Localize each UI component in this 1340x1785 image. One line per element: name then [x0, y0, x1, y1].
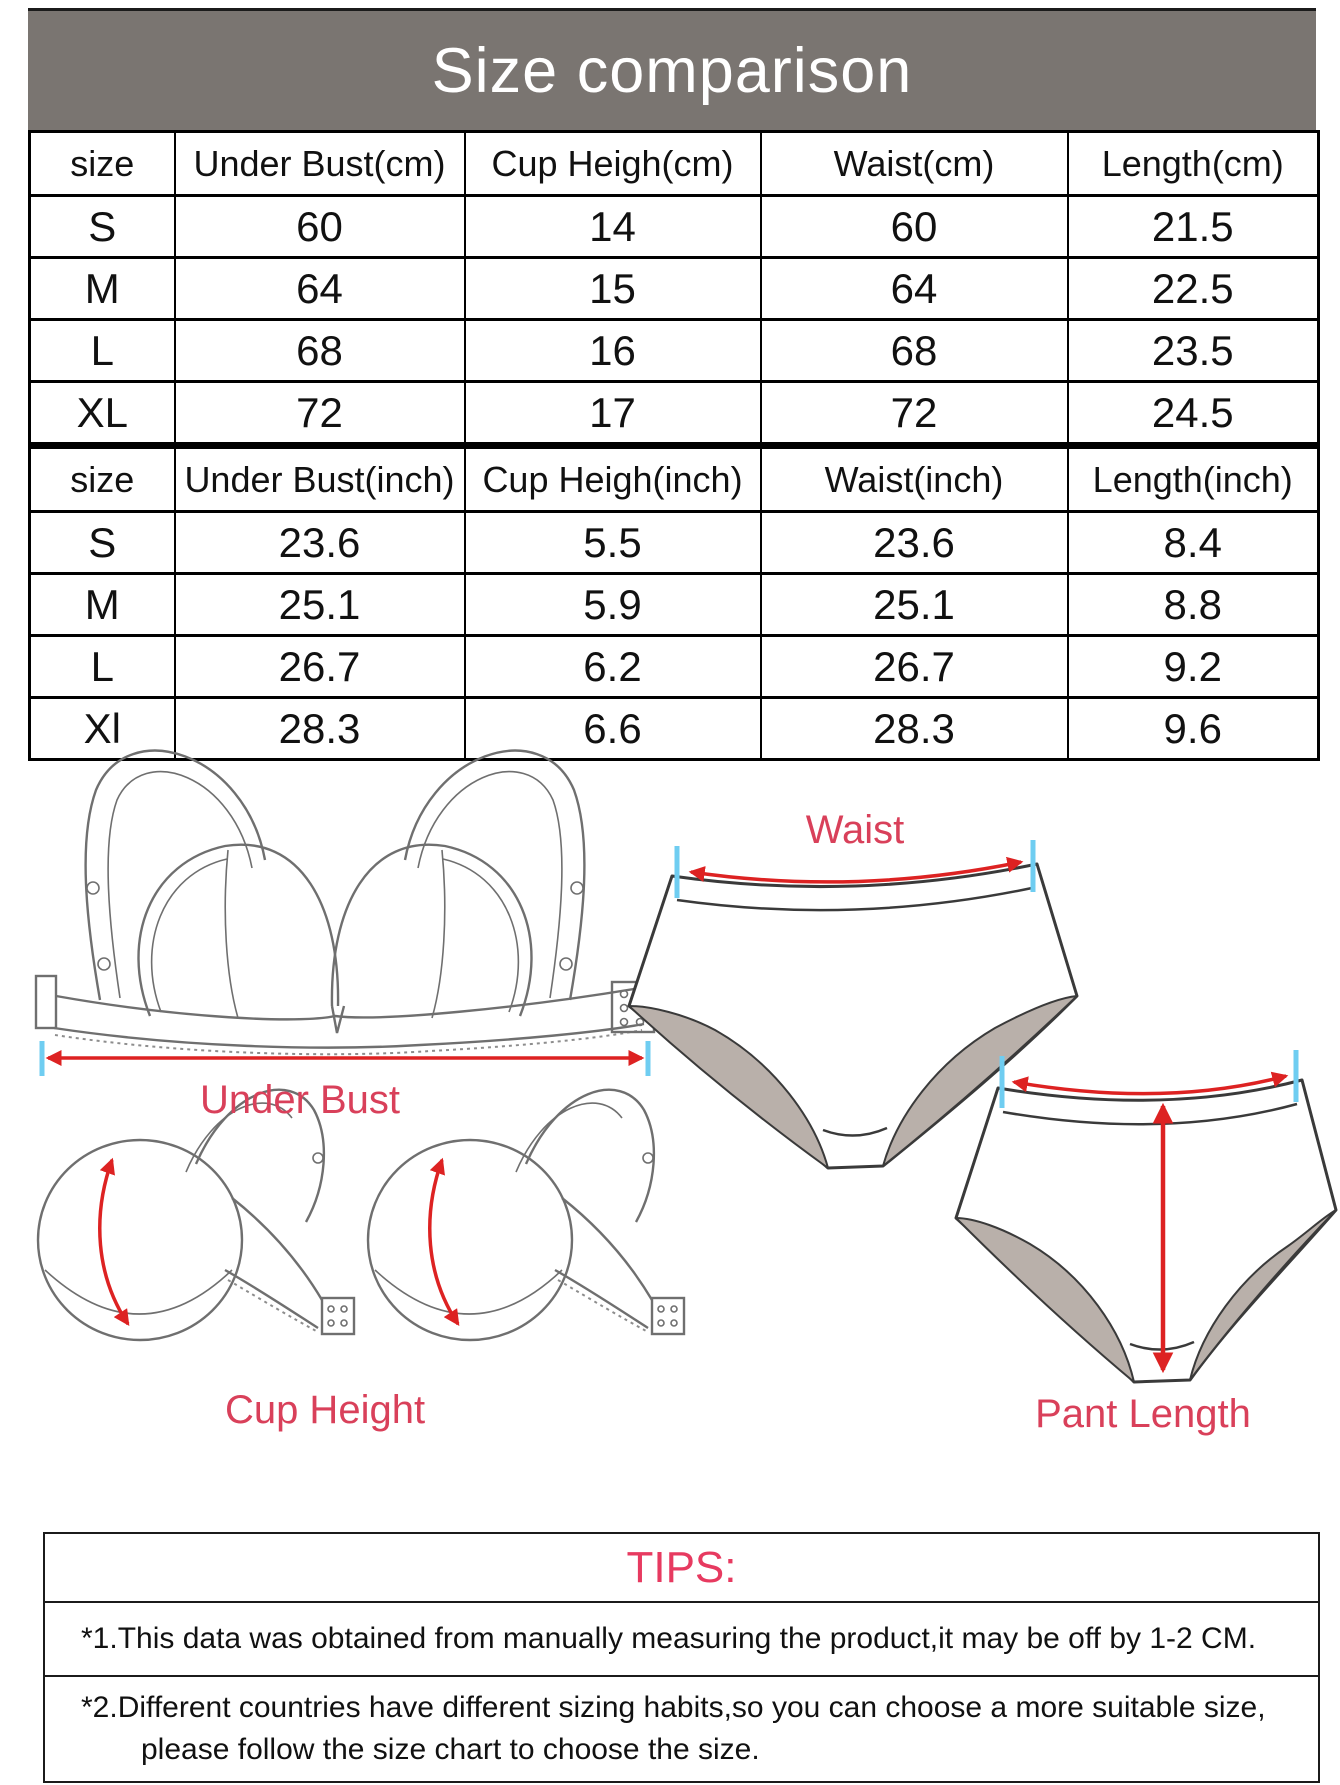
- bra-side-sketch-left: [38, 1090, 354, 1340]
- under-bust-arrow: [42, 1041, 648, 1076]
- size-cell: S: [30, 512, 175, 574]
- value-cell: 9.6: [1068, 698, 1319, 760]
- value-cell: 72: [175, 382, 465, 446]
- page-title: [28, 11, 1316, 130]
- col-header: Waist(inch): [761, 446, 1068, 512]
- size-cell: S: [30, 196, 175, 258]
- table-header-inch: [30, 446, 1319, 512]
- value-cell: 17: [465, 382, 761, 446]
- pant-length-label: Pant Length: [1035, 1392, 1251, 1436]
- value-cell: 24.5: [1068, 382, 1319, 446]
- cup-height-label: Cup Height: [224, 1388, 426, 1432]
- col-header: size: [30, 446, 175, 512]
- tips-item-2-line-2: please follow the size chart to choose the size.: [141, 1733, 760, 1766]
- size-table: [28, 130, 1320, 761]
- value-cell: 6.6: [465, 698, 761, 760]
- size-cell: XL: [30, 382, 175, 446]
- tips-item-2: [45, 1675, 1318, 1781]
- bra-front-sketch: [36, 751, 654, 1055]
- value-cell: 5.5: [465, 512, 761, 574]
- table-header-cm: [30, 132, 1319, 196]
- tips-item-2-line-1: *2.Different countries have different sizing habits,so you can choose a more suitable size,: [81, 1691, 1266, 1724]
- table-row: [30, 258, 1319, 320]
- tips-title: TIPS:: [626, 1542, 737, 1592]
- value-cell: 5.9: [465, 574, 761, 636]
- value-cell: 6.2: [465, 636, 761, 698]
- value-cell: 25.1: [175, 574, 465, 636]
- under-bust-label: Under Bust: [199, 1078, 401, 1122]
- size-cell: M: [30, 574, 175, 636]
- value-cell: 15: [465, 258, 761, 320]
- table-row: [30, 382, 1319, 446]
- value-cell: 28.3: [175, 698, 465, 760]
- size-cell: L: [30, 320, 175, 382]
- pant-waist-arrow: [1002, 1050, 1296, 1108]
- value-cell: 16: [465, 320, 761, 382]
- col-header: Cup Heigh(cm): [465, 132, 761, 196]
- table-row: [30, 512, 1319, 574]
- value-cell: 23.6: [175, 512, 465, 574]
- table-row: [30, 636, 1319, 698]
- value-cell: 8.4: [1068, 512, 1319, 574]
- size-cell: M: [30, 258, 175, 320]
- value-cell: 64: [761, 258, 1068, 320]
- value-cell: 64: [175, 258, 465, 320]
- waist-label: Waist: [805, 808, 905, 852]
- col-header: Length(cm): [1068, 132, 1319, 196]
- value-cell: 21.5: [1068, 196, 1319, 258]
- value-cell: 9.2: [1068, 636, 1319, 698]
- panty-length-sketch: [956, 1080, 1336, 1382]
- value-cell: 14: [465, 196, 761, 258]
- page-title-text: Size comparison: [431, 35, 913, 106]
- col-header: Under Bust(cm): [175, 132, 465, 196]
- value-cell: 28.3: [761, 698, 1068, 760]
- table-row: [30, 320, 1319, 382]
- value-cell: 60: [175, 196, 465, 258]
- col-header: Waist(cm): [761, 132, 1068, 196]
- tips-item-1: *1.This data was obtained from manually measuring the product,it may be off by 1-2 CM.: [45, 1601, 1318, 1675]
- size-cell: L: [30, 636, 175, 698]
- value-cell: 26.7: [761, 636, 1068, 698]
- value-cell: 26.7: [175, 636, 465, 698]
- value-cell: 8.8: [1068, 574, 1319, 636]
- table-row: [30, 196, 1319, 258]
- table-row: [30, 574, 1319, 636]
- col-header: Under Bust(inch): [175, 446, 465, 512]
- size-cell: Xl: [30, 698, 175, 760]
- col-header: Cup Heigh(inch): [465, 446, 761, 512]
- value-cell: 23.5: [1068, 320, 1319, 382]
- bra-side-sketch-right: [368, 1090, 684, 1340]
- value-cell: 23.6: [761, 512, 1068, 574]
- value-cell: 72: [761, 382, 1068, 446]
- col-header: Length(inch): [1068, 446, 1319, 512]
- value-cell: 68: [175, 320, 465, 382]
- value-cell: 25.1: [761, 574, 1068, 636]
- col-header: size: [70, 142, 135, 184]
- table-row: [30, 698, 1319, 760]
- value-cell: 60: [761, 196, 1068, 258]
- panty-waist-sketch: [629, 864, 1077, 1168]
- value-cell: 22.5: [1068, 258, 1319, 320]
- value-cell: 68: [761, 320, 1068, 382]
- tips-box: [43, 1532, 1320, 1783]
